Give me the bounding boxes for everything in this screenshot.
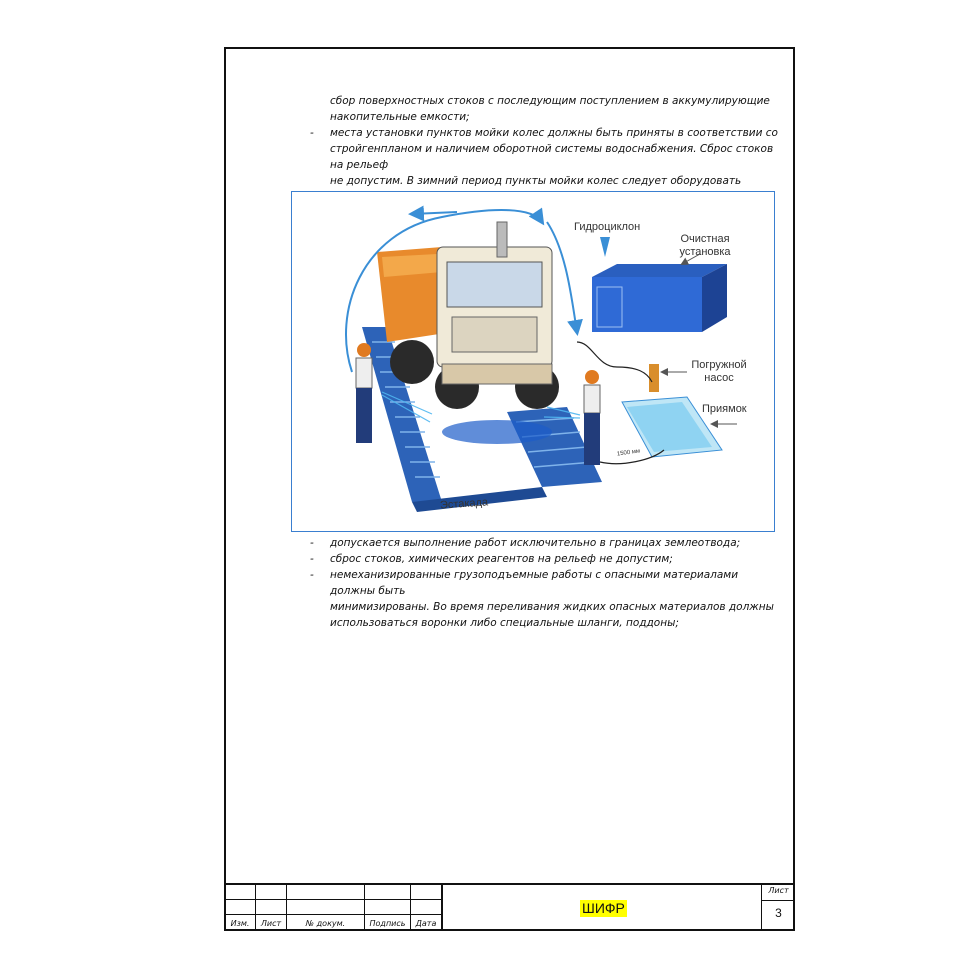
worker-right (584, 370, 600, 465)
col-sheet-caption: Лист (260, 919, 282, 928)
bullet-line: не допустим. В зимний период пункты мойки колес следует оборудовать (330, 175, 742, 187)
dump-truck (377, 222, 559, 409)
document-cipher: ШИФР (582, 900, 625, 916)
paragraph-line: сбор поверхностных стоков с последующим поступлением в аккумулирующие (330, 95, 770, 107)
bullet-dash: - (310, 569, 314, 581)
col-change-caption: Изм. (230, 919, 250, 928)
bullet-dash: - (310, 553, 314, 565)
submersible-pump (649, 364, 659, 392)
bullet-dash: - (310, 127, 314, 139)
worker-left (356, 343, 372, 443)
sheet-label: Лист (768, 886, 789, 895)
grid-line (224, 914, 441, 915)
bullet-item (310, 567, 780, 631)
col-signature-caption: Подпись (369, 919, 406, 928)
bullet-line: использоваться воронки либо специальные шланги, поддоны; (330, 617, 679, 629)
bullet-line: стройгенпланом и наличием оборотной системы водоснабжения. Сброс стоков на рельеф (330, 143, 774, 171)
label-treatment-unit (670, 233, 740, 259)
label-pit: Приямок (702, 403, 747, 415)
label-pump (684, 359, 754, 385)
wheel-wash-figure (291, 191, 775, 532)
label-line: Погружной (691, 359, 747, 371)
bullet-dash: - (310, 537, 314, 549)
bullet-item (310, 551, 780, 567)
grid-line (224, 899, 441, 900)
col-date-caption: Дата (415, 919, 437, 928)
label-distance: 1500 мм (616, 448, 641, 458)
paragraph-line: накопительные емкости; (330, 111, 470, 123)
bullet-line: немеханизированные грузоподъемные работы с опасными материалами должны быть (330, 569, 739, 597)
title-block-divider (441, 884, 443, 931)
label-line: Очистная (680, 233, 730, 245)
label-hydrocyclone: Гидроциклон (574, 221, 641, 233)
label-line: насос (704, 372, 734, 384)
treatment-unit (592, 264, 727, 332)
sheet-number: 3 (775, 906, 782, 920)
bottom-text-block (310, 535, 780, 631)
bullet-line: места установки пунктов мойки колес должны быть приняты в соответствии со (330, 127, 778, 139)
bullet-line: минимизированы. Во время переливания жидких опасных материалов должны (330, 601, 774, 613)
bullet-line: допускается выполнение работ исключительно в границах землеотвода; (330, 537, 741, 549)
title-block-line (762, 900, 795, 901)
title-block-top-border (224, 883, 795, 885)
bullet-item (310, 535, 780, 551)
hydrocyclone (600, 237, 610, 257)
col-docnum-caption: № докум. (305, 919, 346, 928)
bullet-line: сброс стоков, химических реагентов на рельеф не допустим; (330, 553, 673, 565)
label-line: установка (679, 246, 731, 258)
label-overpass: Эстакада (439, 496, 489, 512)
